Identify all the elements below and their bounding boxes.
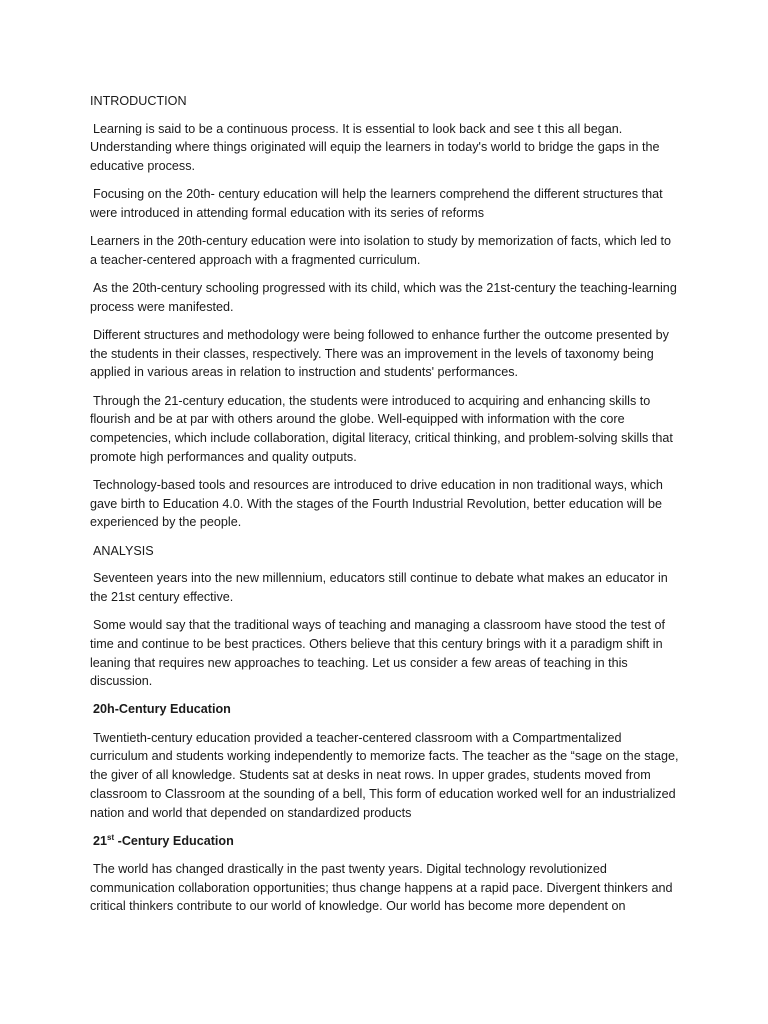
analysis-paragraph-1: Seventeen years into the new millennium, educators still continue to debate what makes an educator in the 21st century effective. [90,571,668,604]
section-20th-century-paragraph: Twentieth-century education provided a teacher-centered classroom with a Compartmentalized curriculum and students working independently to memorize facts. The teacher as the “sage on the stage, the giver of all knowledge. Students sat at desks in neat rows. In upper grades, students moved from classroom to Classroom at the sounding of a bell, This form of education worked well for an industrialized nation and world that depended on standardized products [90,730,679,820]
introduction-heading: INTRODUCTION [90,94,187,108]
intro-paragraph-5: Different structures and methodology were being followed to enhance further the outcome presented by the students in their classes, respectively. There was an improvement in the levels of taxonomy being applied in various areas in relation to instruction and students' performances. [90,328,669,380]
section-20th-century-heading: 20h-Century Education [93,702,231,717]
intro-paragraph-6: Through the 21-century education, the students were introduced to acquiring and enhancing skills to flourish and be at par with others around the globe. Well-equipped with information with the core competencies, which include collaboration, digital literacy, critical thinking, and problem-solving skills that promote high performances and quality outputs. [90,393,673,464]
intro-paragraph-2: Focusing on the 20th- century education will help the learners comprehend the different structures that were introduced in attending formal education with its series of reforms [90,187,663,221]
analysis-heading: ANALYSIS [93,543,154,558]
intro-paragraph-1: Learning is said to be a continuous process. It is essential to look back and see t this all began. Understanding where things originated will equip the learners in today's world to bridge the gaps in the educative process. [90,121,660,174]
analysis-paragraph-2: Some would say that the traditional ways of teaching and managing a classroom have stood the test of time and continue to be best practices. Others believe that this century brings with it a paradigm shift in leaning that requires new approaches to teaching. Let us consider a few areas of teaching in this discussion. [90,618,665,689]
intro-paragraph-7: Technology-based tools and resources are introduced to drive education in non traditional ways, which gave birth to Education 4.0. With the stages of the Fourth Industrial Revolution, better education will be experienced by the people. [90,477,663,530]
section-21st-century-paragraph: The world has changed drastically in the past twenty years. Digital technology revolutionized communication collaboration opportunities; thus change happens at a rapid pace. Divergent thinkers and critical thinkers contribute to our world of knowledge. Our world has become more dependent on [90,861,673,914]
intro-paragraph-3: Learners in the 20th-century education were into isolation to study by memorization of facts, which led to a teacher-centered approach with a fragmented curriculum. [90,234,672,267]
section-21st-heading-text: -Century Education [114,833,234,848]
section-21st-heading-superscript: st [107,832,115,842]
section-21st-century-heading [90,832,680,851]
document-page [90,92,680,926]
intro-paragraph-4: As the 20th-century schooling progressed with its child, which was the 21st-century the teaching-learning process were manifested. [90,281,677,314]
section-21st-heading-number: 21 [93,833,108,848]
